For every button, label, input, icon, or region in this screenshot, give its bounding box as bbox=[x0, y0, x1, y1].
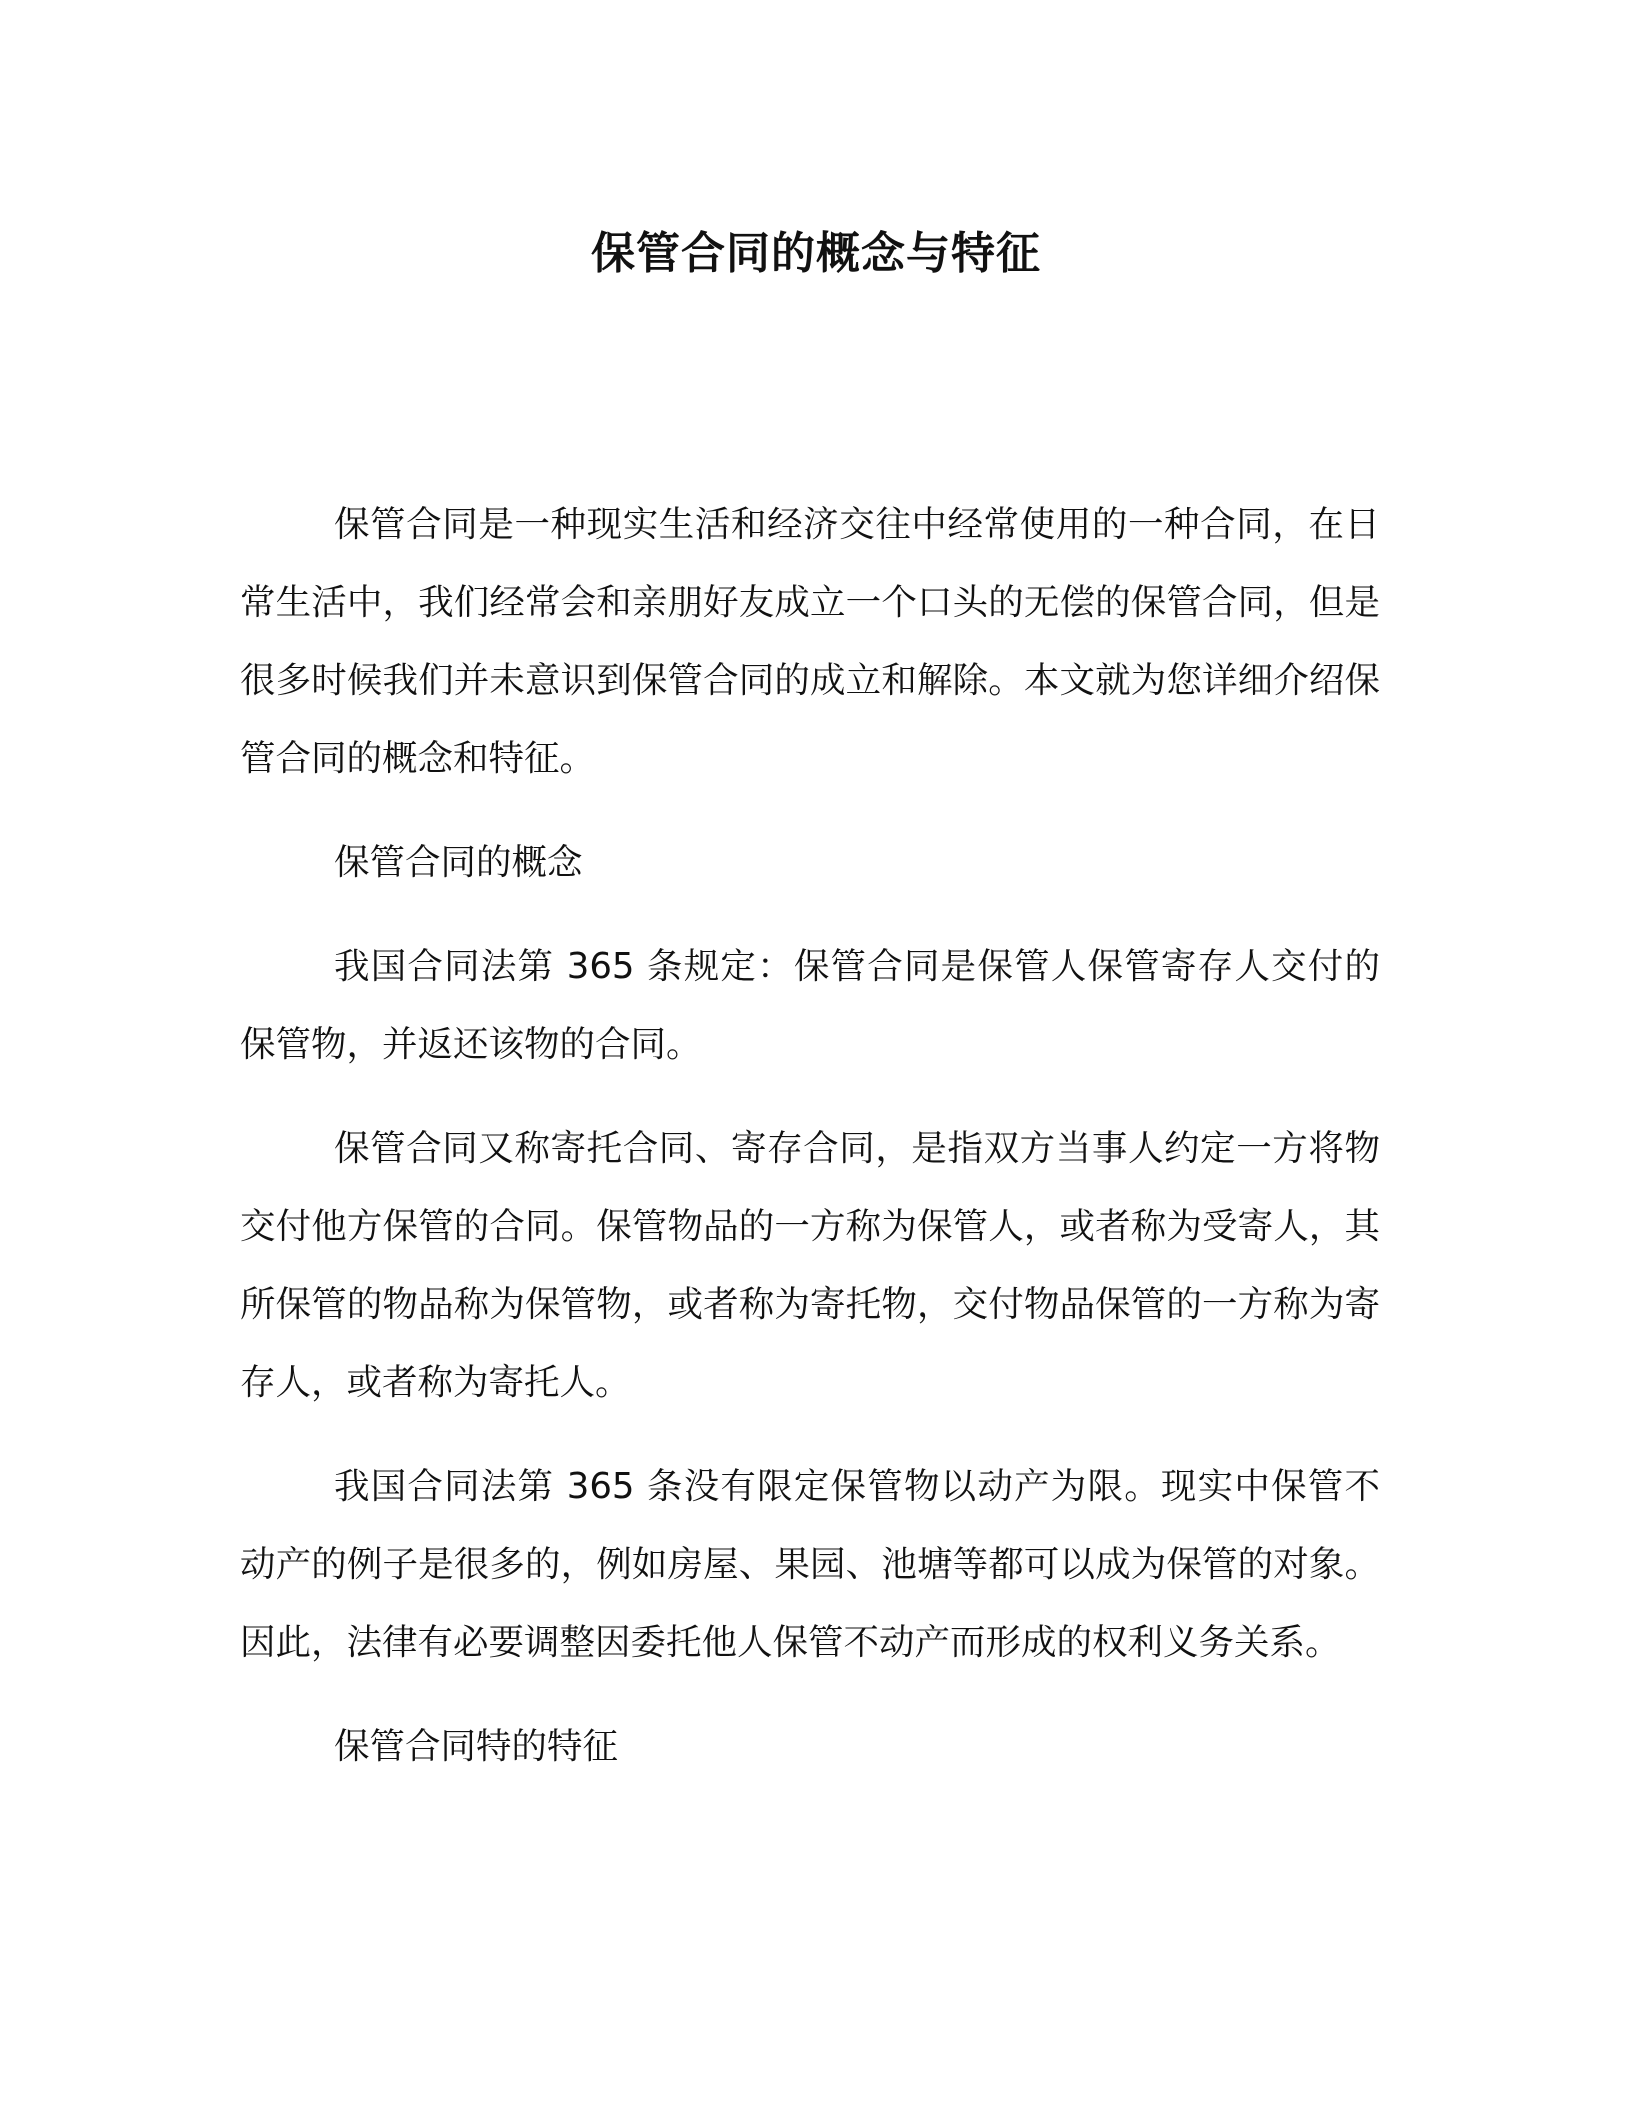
definition-paragraph: 保管合同又称寄托合同、寄存合同，是指双方当事人约定一方将物交付他方保管的合同。保管物品的一方称为保管人，或者称为受寄人，其所保管的物品称为保管物，或者称为寄托物，交付物品保管的一方称为寄存人，或者称为寄托人。 bbox=[240, 1128, 1380, 1403]
document-body bbox=[240, 486, 1380, 1812]
intro-paragraph: 保管合同是一种现实生活和经济交往中经常使用的一种合同，在日常生活中，我们经常会和亲朋好友成立一个口头的无偿的保管合同，但是很多时候我们并未意识到保管合同的成立和解除。本文就为您详细介绍保管合同的概念和特征。 bbox=[240, 504, 1380, 779]
section-heading-concept: 保管合同的概念 bbox=[334, 842, 583, 883]
immovable-property-paragraph: 我国合同法第 365 条没有限定保管物以动产为限。现实中保管不动产的例子是很多的，例如房屋、果园、池塘等都可以成为保管的对象。因此，法律有必要调整因委托他人保管不动产而形成的权利义务关系。 bbox=[240, 1466, 1380, 1663]
section-heading-features: 保管合同特的特征 bbox=[334, 1726, 619, 1767]
law-article-paragraph: 我国合同法第 365 条规定：保管合同是保管人保管寄存人交付的保管物，并返还该物的合同。 bbox=[240, 946, 1380, 1065]
document-title: 保管合同的概念与特征 bbox=[591, 228, 1041, 279]
